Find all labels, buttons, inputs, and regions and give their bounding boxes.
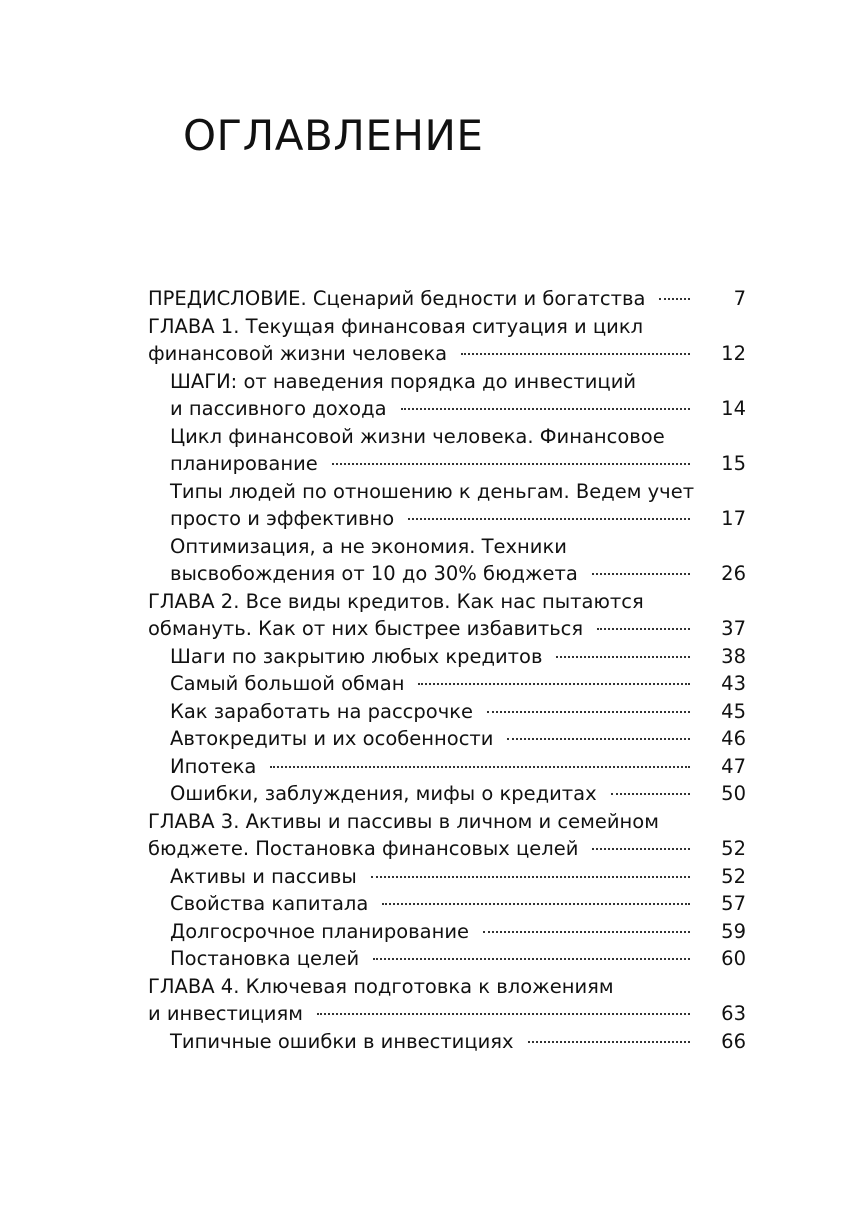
toc-subentry	[148, 753, 746, 781]
toc-entry-title: Цикл финансовой жизни человека. Финансовое	[170, 424, 665, 448]
toc-entry	[148, 285, 746, 313]
page-number: 17	[721, 507, 746, 530]
toc-entry-last-line	[170, 918, 746, 946]
dot-leader	[332, 463, 690, 465]
dot-leader	[371, 876, 690, 878]
toc-entry-title: ГЛАВА 1. Текущая финансовая ситуация и цикл	[148, 314, 644, 338]
toc-entry	[148, 588, 746, 643]
toc-entry-line	[148, 313, 746, 341]
page-number: 52	[721, 864, 746, 888]
toc-entry-last-line	[170, 643, 746, 671]
page-number: 50	[721, 782, 746, 805]
toc-entry-last-line	[170, 1028, 746, 1056]
page-number: 43	[721, 672, 746, 695]
dot-leader	[483, 931, 690, 933]
dot-leader	[418, 683, 690, 685]
toc-entry-title: бюджете. Постановка финансовых целей	[148, 837, 579, 860]
toc-entry	[148, 808, 746, 863]
toc-entry-title: Активы и пассивы	[170, 864, 357, 888]
toc-subentry	[148, 533, 746, 588]
toc-subentry	[148, 478, 746, 533]
page-number: 14	[721, 397, 746, 420]
toc-entry-title: ГЛАВА 4. Ключевая подготовка к вложениям	[148, 974, 614, 998]
toc-entry	[148, 973, 746, 1028]
page-number: 63	[721, 1002, 746, 1025]
dot-leader	[487, 711, 690, 713]
toc-entry-last-line	[148, 835, 746, 863]
toc-entry-last-line	[148, 340, 746, 368]
toc-subentry	[148, 698, 746, 726]
toc-entry-title: Типы людей по отношению к деньгам. Ведем учет	[170, 479, 695, 503]
toc-entry-title: ШАГИ: от наведения порядка до инвестиций	[170, 369, 637, 393]
dot-leader	[270, 766, 690, 768]
toc-subentry	[148, 863, 746, 891]
toc-entry-last-line	[148, 1000, 746, 1028]
toc-entry-title: Оптимизация, а не экономия. Техники	[170, 534, 567, 558]
page-number: 12	[721, 342, 746, 365]
page-number: 57	[721, 892, 746, 915]
dot-leader	[597, 628, 690, 630]
page-number: 26	[721, 562, 746, 585]
toc-entry-last-line	[170, 863, 746, 891]
toc-entry-title: ГЛАВА 2. Все виды кредитов. Как нас пытаются	[148, 589, 644, 613]
toc-entry-last-line	[170, 560, 746, 588]
dot-leader	[659, 298, 690, 300]
dot-leader	[592, 848, 690, 850]
toc-entry-last-line	[170, 450, 746, 478]
toc-entry-last-line	[170, 670, 746, 698]
dot-leader	[317, 1013, 690, 1015]
toc-entry-last-line	[170, 395, 746, 423]
page-number: 66	[721, 1029, 746, 1053]
toc-entry-last-line	[170, 945, 746, 973]
toc-entry-line	[148, 808, 746, 836]
toc-entry-title: и пассивного дохода	[170, 397, 387, 420]
toc-entry	[148, 313, 746, 368]
toc-entry-line	[148, 588, 746, 616]
toc-entry-last-line	[148, 615, 746, 643]
table-of-contents	[148, 285, 746, 1055]
toc-entry-title: Постановка целей	[170, 947, 360, 970]
toc-entry-title: высвобождения от 10 до 30% бюджета	[170, 562, 578, 585]
toc-entry-last-line	[170, 505, 746, 533]
toc-entry-title: планирование	[170, 452, 318, 475]
toc-entry-last-line	[148, 285, 746, 313]
toc-entry-line	[148, 973, 746, 1001]
page-number: 45	[721, 699, 746, 723]
dot-leader	[373, 958, 690, 960]
toc-entry-last-line	[170, 780, 746, 808]
toc-entry-title: просто и эффективно	[170, 507, 395, 530]
toc-entry-title: ГЛАВА 3. Активы и пассивы в личном и семейном	[148, 809, 659, 833]
dot-leader	[528, 1041, 690, 1043]
toc-subentry	[148, 423, 746, 478]
toc-entry-line	[170, 533, 746, 561]
toc-entry-title: Самый большой обман	[170, 672, 405, 695]
page-number: 60	[721, 947, 746, 970]
toc-subentry	[148, 725, 746, 753]
toc-entry-title: Шаги по закрытию любых кредитов	[170, 644, 543, 668]
toc-entry-title: Долгосрочное планирование	[170, 919, 469, 943]
toc-subentry	[148, 1028, 746, 1056]
toc-entry-last-line	[170, 725, 746, 753]
toc-subentry	[148, 368, 746, 423]
toc-entry-title: обмануть. Как от них быстрее избавиться	[148, 617, 584, 640]
dot-leader	[461, 353, 690, 355]
toc-entry-line	[170, 423, 746, 451]
toc-entry-title: Автокредиты и их особенности	[170, 727, 494, 750]
toc-entry-last-line	[170, 890, 746, 918]
toc-subentry	[148, 945, 746, 973]
page-number: 15	[721, 452, 746, 475]
toc-entry-title: Типичные ошибки в инвестициях	[170, 1029, 514, 1053]
toc-entry-title: Ошибки, заблуждения, мифы о кредитах	[170, 782, 597, 805]
dot-leader	[401, 408, 690, 410]
toc-subentry	[148, 890, 746, 918]
dot-leader	[382, 903, 690, 905]
toc-entry-last-line	[170, 698, 746, 726]
toc-entry-title: и инвестициям	[148, 1002, 303, 1025]
page-number: 47	[721, 754, 746, 778]
toc-entry-title: ПРЕДИСЛОВИЕ. Сценарий бедности и богатства	[148, 287, 646, 310]
dot-leader	[408, 518, 690, 520]
page-number: 37	[721, 617, 746, 640]
toc-entry-title: финансовой жизни человека	[148, 342, 448, 365]
toc-entry-title: Свойства капитала	[170, 892, 369, 915]
dot-leader	[556, 656, 690, 658]
dot-leader	[507, 738, 690, 740]
dot-leader	[611, 793, 690, 795]
toc-subentry	[148, 918, 746, 946]
page-number: 46	[721, 727, 746, 750]
toc-entry-line	[170, 368, 746, 396]
page-number: 38	[721, 644, 746, 668]
toc-subentry	[148, 643, 746, 671]
toc-entry-title: Как заработать на рассрочке	[170, 699, 474, 723]
toc-entry-last-line	[170, 753, 746, 781]
toc-subentry	[148, 670, 746, 698]
toc-entry-title: Ипотека	[170, 754, 257, 778]
page-number: 7	[733, 287, 746, 310]
page-number: 52	[721, 837, 746, 860]
page-number: 59	[721, 919, 746, 943]
dot-leader	[592, 573, 690, 575]
toc-entry-line	[170, 478, 746, 506]
page-title: ОГЛАВЛЕНИЕ	[183, 111, 484, 160]
toc-subentry	[148, 780, 746, 808]
